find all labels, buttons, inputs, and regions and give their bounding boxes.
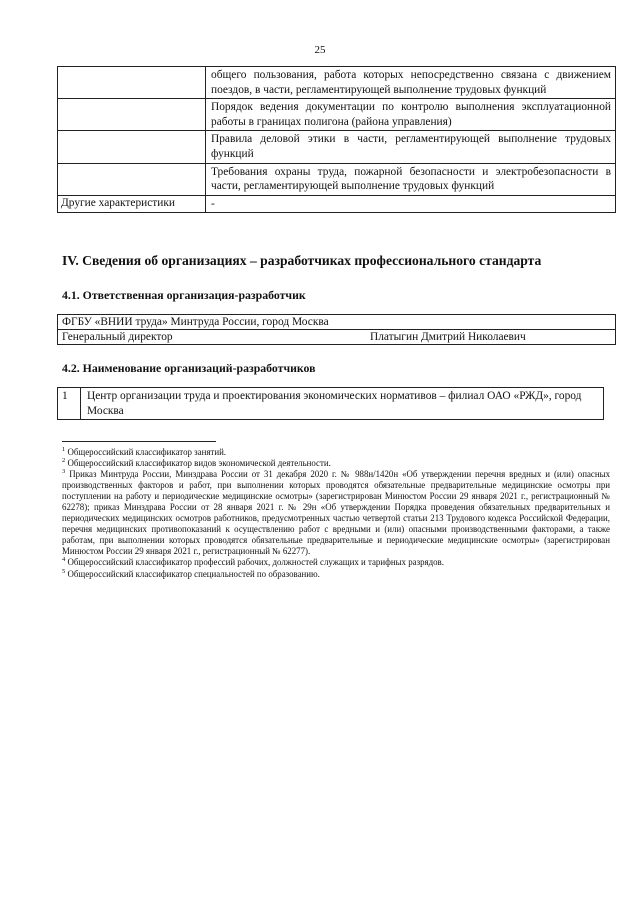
table-cell-label — [58, 163, 206, 195]
developers-table — [57, 387, 604, 420]
table-cell-label — [58, 131, 206, 163]
signatory-position: Генеральный директор — [62, 331, 173, 343]
footnote-divider — [62, 441, 216, 442]
table-row — [58, 330, 616, 345]
table-row — [58, 163, 616, 195]
footnote-number: 5 — [62, 567, 66, 575]
footnote — [62, 569, 610, 580]
footnote-text: Приказ Минтруда России, Минздрава России от 31 декабря 2020 г. № 988н/1420н «Об утверждении перечня вредных и (или) опасных производственных факторов и работ, при выполнении которых проводятся обязательные предварительные медицинские осмотры при поступлении на работу и периодические медицинские осмотры» (зарегистрирован Минюстом России 29 января 2021 г., регистрационный № 62278); приказ Минздрава России от 28 января 2021 г. № 29н «Об утверждении Порядка проведения обязательных предварительных и периодических медицинских осмотров работников, предусмотренных частью четвертой статьи 213 Трудового кодекса Российской Федерации, перечня медицинских противопоказаний к осуществлению работ с вредными и (или) опасными производственными факторами, а также работам, при выполнении которых проводятся обязательные предварительные и периодические медицинские осмотры» (зарегистрирован Минюстом России 29 января 2021 г., регистрационный № 62277). — [62, 469, 611, 557]
footnote-text: Общероссийский классификатор специальностей по образованию. — [67, 568, 320, 579]
org-name: ФГБУ «ВНИИ труда» Минтруда России, город Москва — [58, 315, 616, 330]
footnote — [62, 458, 610, 469]
developer-number: 1 — [58, 388, 81, 420]
signatory-name: Платыгин Дмитрий Николаевич — [370, 331, 526, 343]
table-cell-label — [58, 67, 206, 99]
subsection-title-developers: 4.2. Наименование организаций-разработчиков — [62, 361, 316, 375]
footnote — [62, 469, 610, 557]
footnote-number: 3 — [62, 468, 66, 476]
table-cell-value: - — [206, 195, 616, 213]
footnote — [62, 557, 610, 568]
table-row — [58, 99, 616, 131]
footnote-number: 2 — [62, 457, 66, 465]
subsection-title-responsible: 4.1. Ответственная организация-разработчик — [62, 288, 306, 302]
footnotes — [62, 447, 610, 580]
footnote-number: 4 — [62, 556, 66, 564]
footnote-text: Общероссийский классификатор профессий рабочих, должностей служащих и тарифных разрядов. — [67, 557, 444, 568]
table-cell-label — [58, 99, 206, 131]
table-cell-value: Порядок ведения документации по контролю выполнения эксплуатационной работы в границах полигона (района управления) — [206, 99, 616, 131]
table-row — [58, 67, 616, 99]
table-row — [58, 315, 616, 330]
table-row — [58, 388, 604, 420]
footnote-text: Общероссийский классификатор видов экономической деятельности. — [67, 458, 331, 469]
table-row — [58, 131, 616, 163]
table-cell-label: Другие характеристики — [58, 195, 206, 213]
table-cell-value: общего пользования, работа которых непосредственно связана с движением поездов, в части, регламентирующей выполнение трудовых функций — [206, 67, 616, 99]
table-row — [58, 195, 616, 213]
page-number: 25 — [314, 44, 326, 56]
developer-name: Центр организации труда и проектирования экономических нормативов – филиал ОАО «РЖД», город Москва — [81, 388, 604, 420]
table-cell-value: Требования охраны труда, пожарной безопасности и электробезопасности в части, регламентирующей выполнение трудовых функций — [206, 163, 616, 195]
footnote — [62, 447, 610, 458]
characteristics-table — [57, 66, 616, 213]
responsible-org-table — [57, 314, 616, 345]
footnote-number: 1 — [62, 446, 66, 454]
footnote-text: Общероссийский классификатор занятий. — [67, 447, 227, 457]
table-cell-value: Правила деловой этики в части, регламентирующей выполнение трудовых функций — [206, 131, 616, 163]
signatory-cell — [58, 330, 616, 345]
section-title: IV. Сведения об организациях – разработчиках профессионального стандарта — [62, 253, 542, 268]
